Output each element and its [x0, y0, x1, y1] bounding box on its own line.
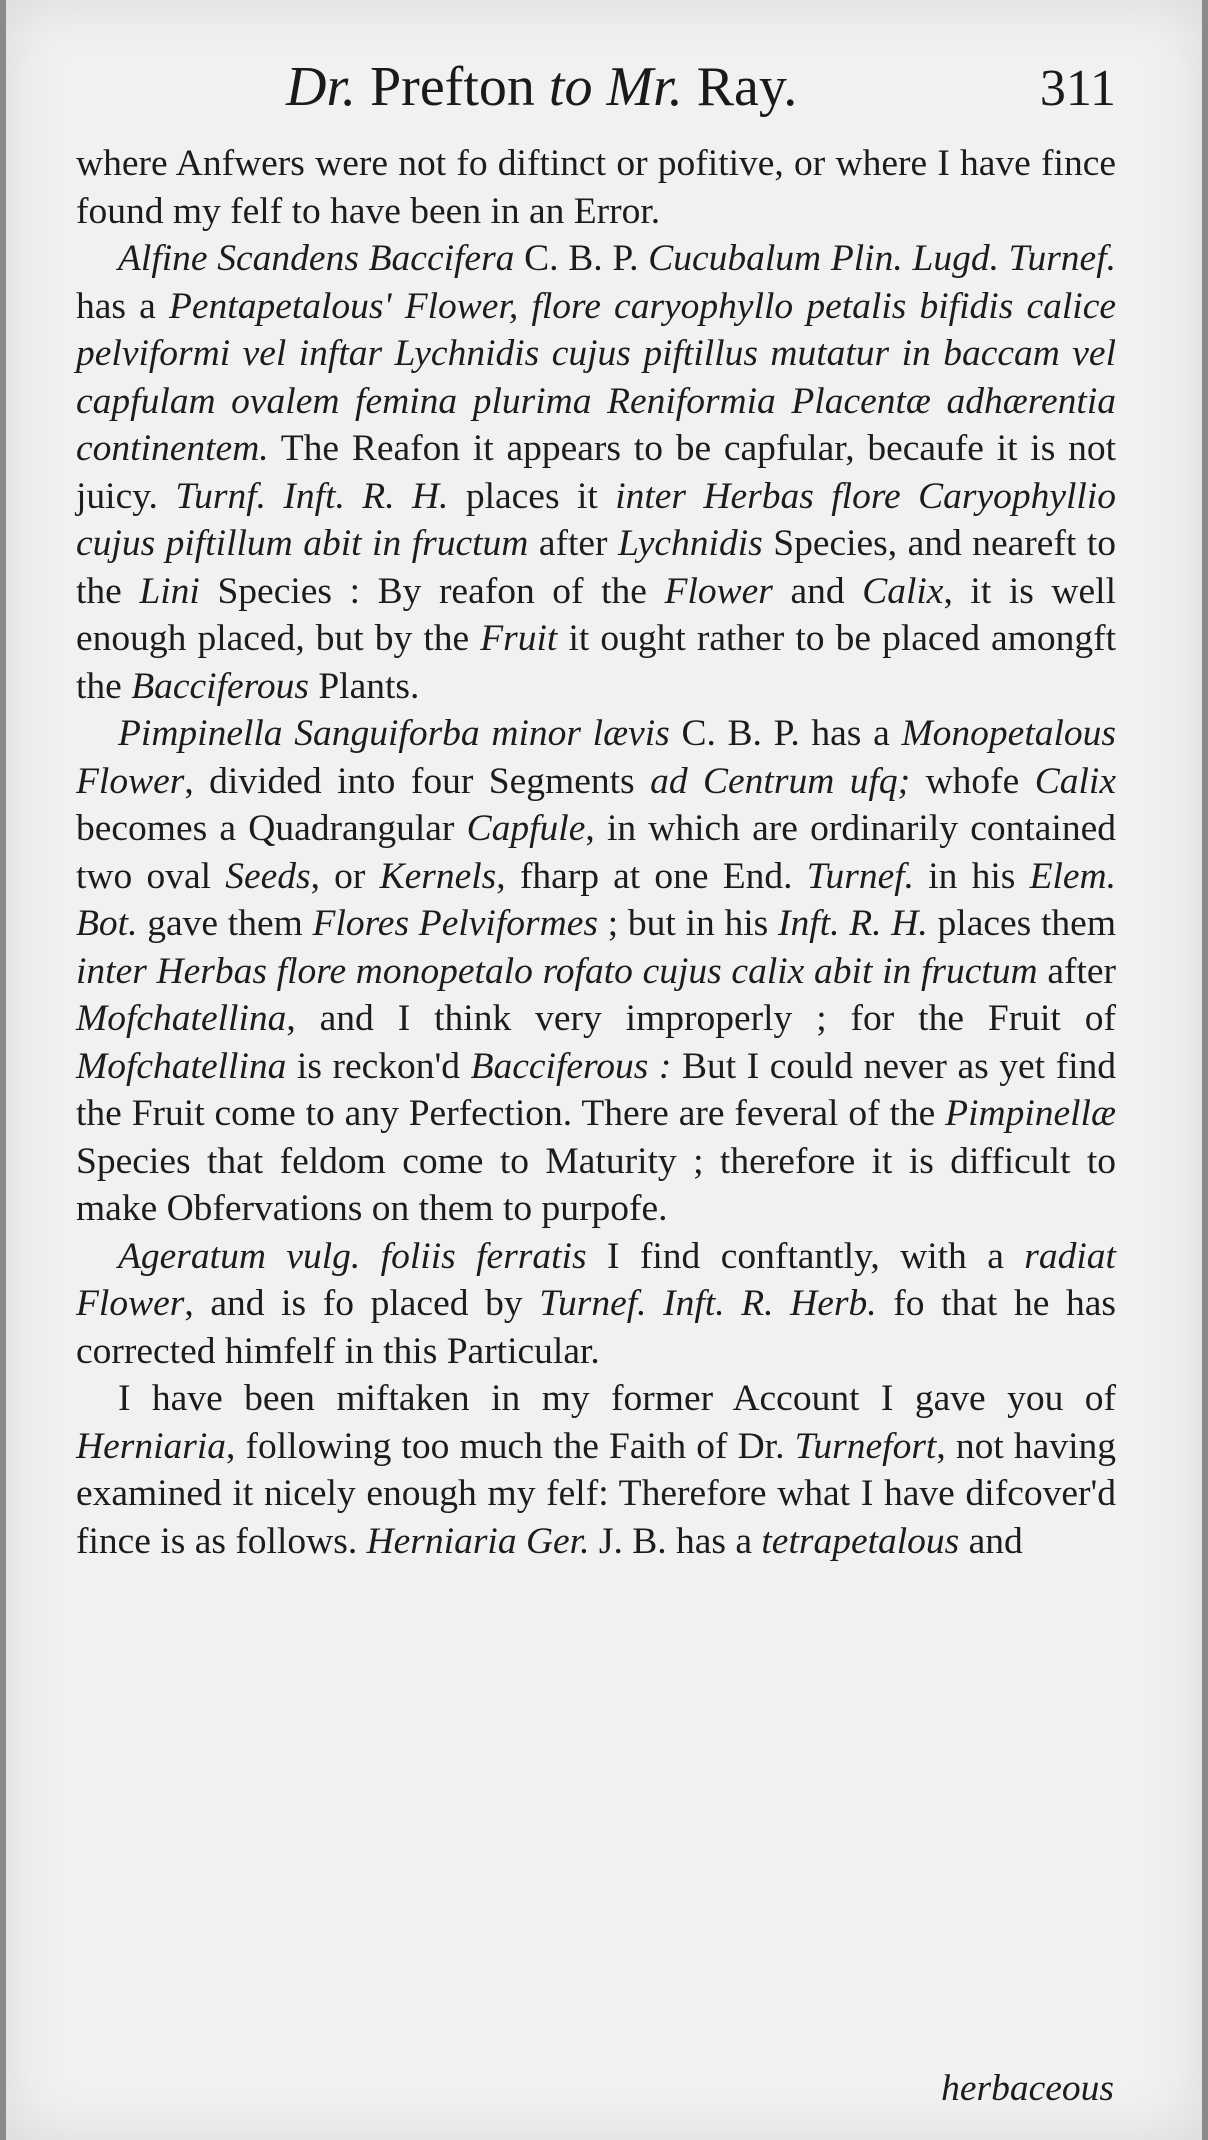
italic-text: Cucubalum Plin. Lugd. Turnef. [648, 238, 1116, 279]
running-header [76, 55, 1116, 135]
italic-text: Pimpinellæ [945, 1093, 1116, 1134]
roman-text: places it [448, 475, 616, 517]
italic-text: Pimpinella Sanguiforba minor lævis [118, 713, 670, 754]
roman-text: and [959, 1520, 1023, 1562]
roman-text: C. B. P. has a [669, 713, 902, 754]
italic-text: Capfule [466, 808, 586, 849]
roman-text: after [528, 523, 619, 564]
roman-text: places them [927, 903, 1116, 944]
italic-text: inter Herbas flore Caryophyllio cujus piftillum abit in fructum [76, 475, 1116, 564]
italic-text: Elem. Bot. [76, 855, 1116, 944]
italic-text: inter Herbas flore monopetalo rofato cujus calix abit in fructum [76, 950, 1038, 992]
roman-text: where Anfwers were not fo diftinct or pofitive, or where I have fince found my felf to have been in an Error. [76, 143, 1116, 232]
italic-text: Turnf. Inft. R. H. [175, 475, 449, 517]
title-dr: Dr. [286, 56, 357, 118]
italic-text: Bacciferous [131, 665, 309, 707]
title-mr: Mr. [592, 56, 683, 118]
italic-text: Ageratum vulg. foliis ferratis [118, 1235, 587, 1277]
italic-text: Turnef. Inft. R. Herb. [539, 1283, 877, 1324]
roman-text: C. B. P. [514, 238, 649, 279]
roman-text: in his [914, 855, 1030, 897]
body-text [76, 140, 1116, 1565]
roman-text: , and is fo placed by [184, 1283, 540, 1324]
roman-text: , divided into four Segments [184, 760, 651, 802]
italic-text: Flores Pelviformes [312, 903, 598, 944]
roman-text: is reckon'd [286, 1045, 471, 1087]
roman-text: fo that he has corrected himfelf in this Particular. [76, 1283, 1116, 1372]
italic-text: Turnefort [794, 1425, 937, 1467]
italic-text: Herniaria [76, 1425, 226, 1467]
paragraph [76, 1375, 1116, 1565]
roman-text: , and I think very improperly ; for the Fruit of [286, 998, 1116, 1039]
roman-text: whofe [910, 760, 1035, 802]
roman-text: Species : By reafon of the [199, 570, 665, 612]
paragraph [76, 235, 1116, 710]
roman-text: gave them [137, 903, 313, 944]
italic-text: Calix [1034, 760, 1116, 802]
roman-text: , in which are ordinarily contained two oval [76, 808, 1116, 897]
italic-text: Pentapetalous' Flower, flore caryophyllo petalis bifidis calice pelviformi vel inftar Lychnidis cujus piftillus mutatur in baccam vel capfulam ovalem femina plurima Reniformia Placentæ adhærentia continentem. [76, 285, 1116, 469]
roman-text: The Reafon it appears to be capfular, becaufe it is not juicy. [76, 428, 1116, 517]
title-ray: Ray. [682, 56, 798, 118]
italic-text: tetrapetalous [761, 1520, 960, 1562]
title-preston: Prefton [356, 56, 549, 118]
roman-text: after [1037, 950, 1117, 992]
roman-text: I have been miftaken in my former Account I gave you of [118, 1378, 1116, 1419]
roman-text: Species that feldom come to Maturity ; therefore it is difficult to make Obfervations on them to purpofe. [76, 1140, 1116, 1229]
roman-text: I find conftantly, with a [586, 1235, 1025, 1277]
roman-text: , following too much the Faith of Dr. [226, 1425, 795, 1467]
italic-text: Lychnidis [618, 523, 763, 564]
roman-text: But I could never as yet find the Fruit come to any Perfection. There are feveral of the [76, 1045, 1117, 1134]
roman-text: Plants. [308, 665, 420, 707]
italic-text: Seeds [225, 855, 311, 897]
page-number: 311 [1039, 60, 1116, 117]
italic-text: Lini [139, 570, 200, 612]
italic-text: Flower [664, 570, 773, 612]
italic-text: Inft. R. H. [778, 903, 928, 944]
paragraph [76, 1233, 1116, 1376]
italic-text: Kernels [379, 855, 497, 897]
italic-text: Fruit [480, 618, 558, 659]
roman-text: it ought rather to be placed amongft the [76, 618, 1116, 707]
roman-text: , fharp at one End. [496, 855, 807, 897]
italic-text: ad Centrum ufq; [650, 760, 911, 802]
running-title [286, 55, 797, 119]
title-to: to [548, 56, 593, 118]
italic-text: radiat Flower [76, 1235, 1116, 1324]
italic-text: Bacciferous : [470, 1045, 672, 1087]
roman-text: , not having examined it nicely enough my felf: Therefore what I have difcover'd fince is as follows. [76, 1425, 1116, 1562]
paragraph [76, 140, 1116, 235]
roman-text: ; but in his [597, 903, 779, 944]
paragraph [76, 710, 1116, 1233]
roman-text: , or [310, 855, 380, 897]
roman-text: becomes a Quadrangular [76, 808, 467, 849]
roman-text: and [772, 570, 863, 612]
book-page [6, 0, 1202, 2140]
italic-text: Alfine Scandens Baccifera [118, 238, 515, 279]
italic-text: Mofchatellina [76, 998, 287, 1039]
roman-text: Species, and neareft to the [76, 523, 1116, 612]
italic-text: Herniaria Ger. [366, 1520, 590, 1562]
roman-text: , it is well enough placed, but by the [76, 570, 1116, 659]
italic-text: Mofchatellina [76, 1045, 287, 1087]
italic-text: Calix [862, 570, 944, 612]
italic-text: Monopetalous Flower [76, 713, 1117, 802]
roman-text: J. B. has a [589, 1520, 762, 1562]
italic-text: Turnef. [806, 855, 915, 897]
roman-text: has a [76, 285, 169, 327]
catchword: herbaceous [941, 2068, 1114, 2109]
